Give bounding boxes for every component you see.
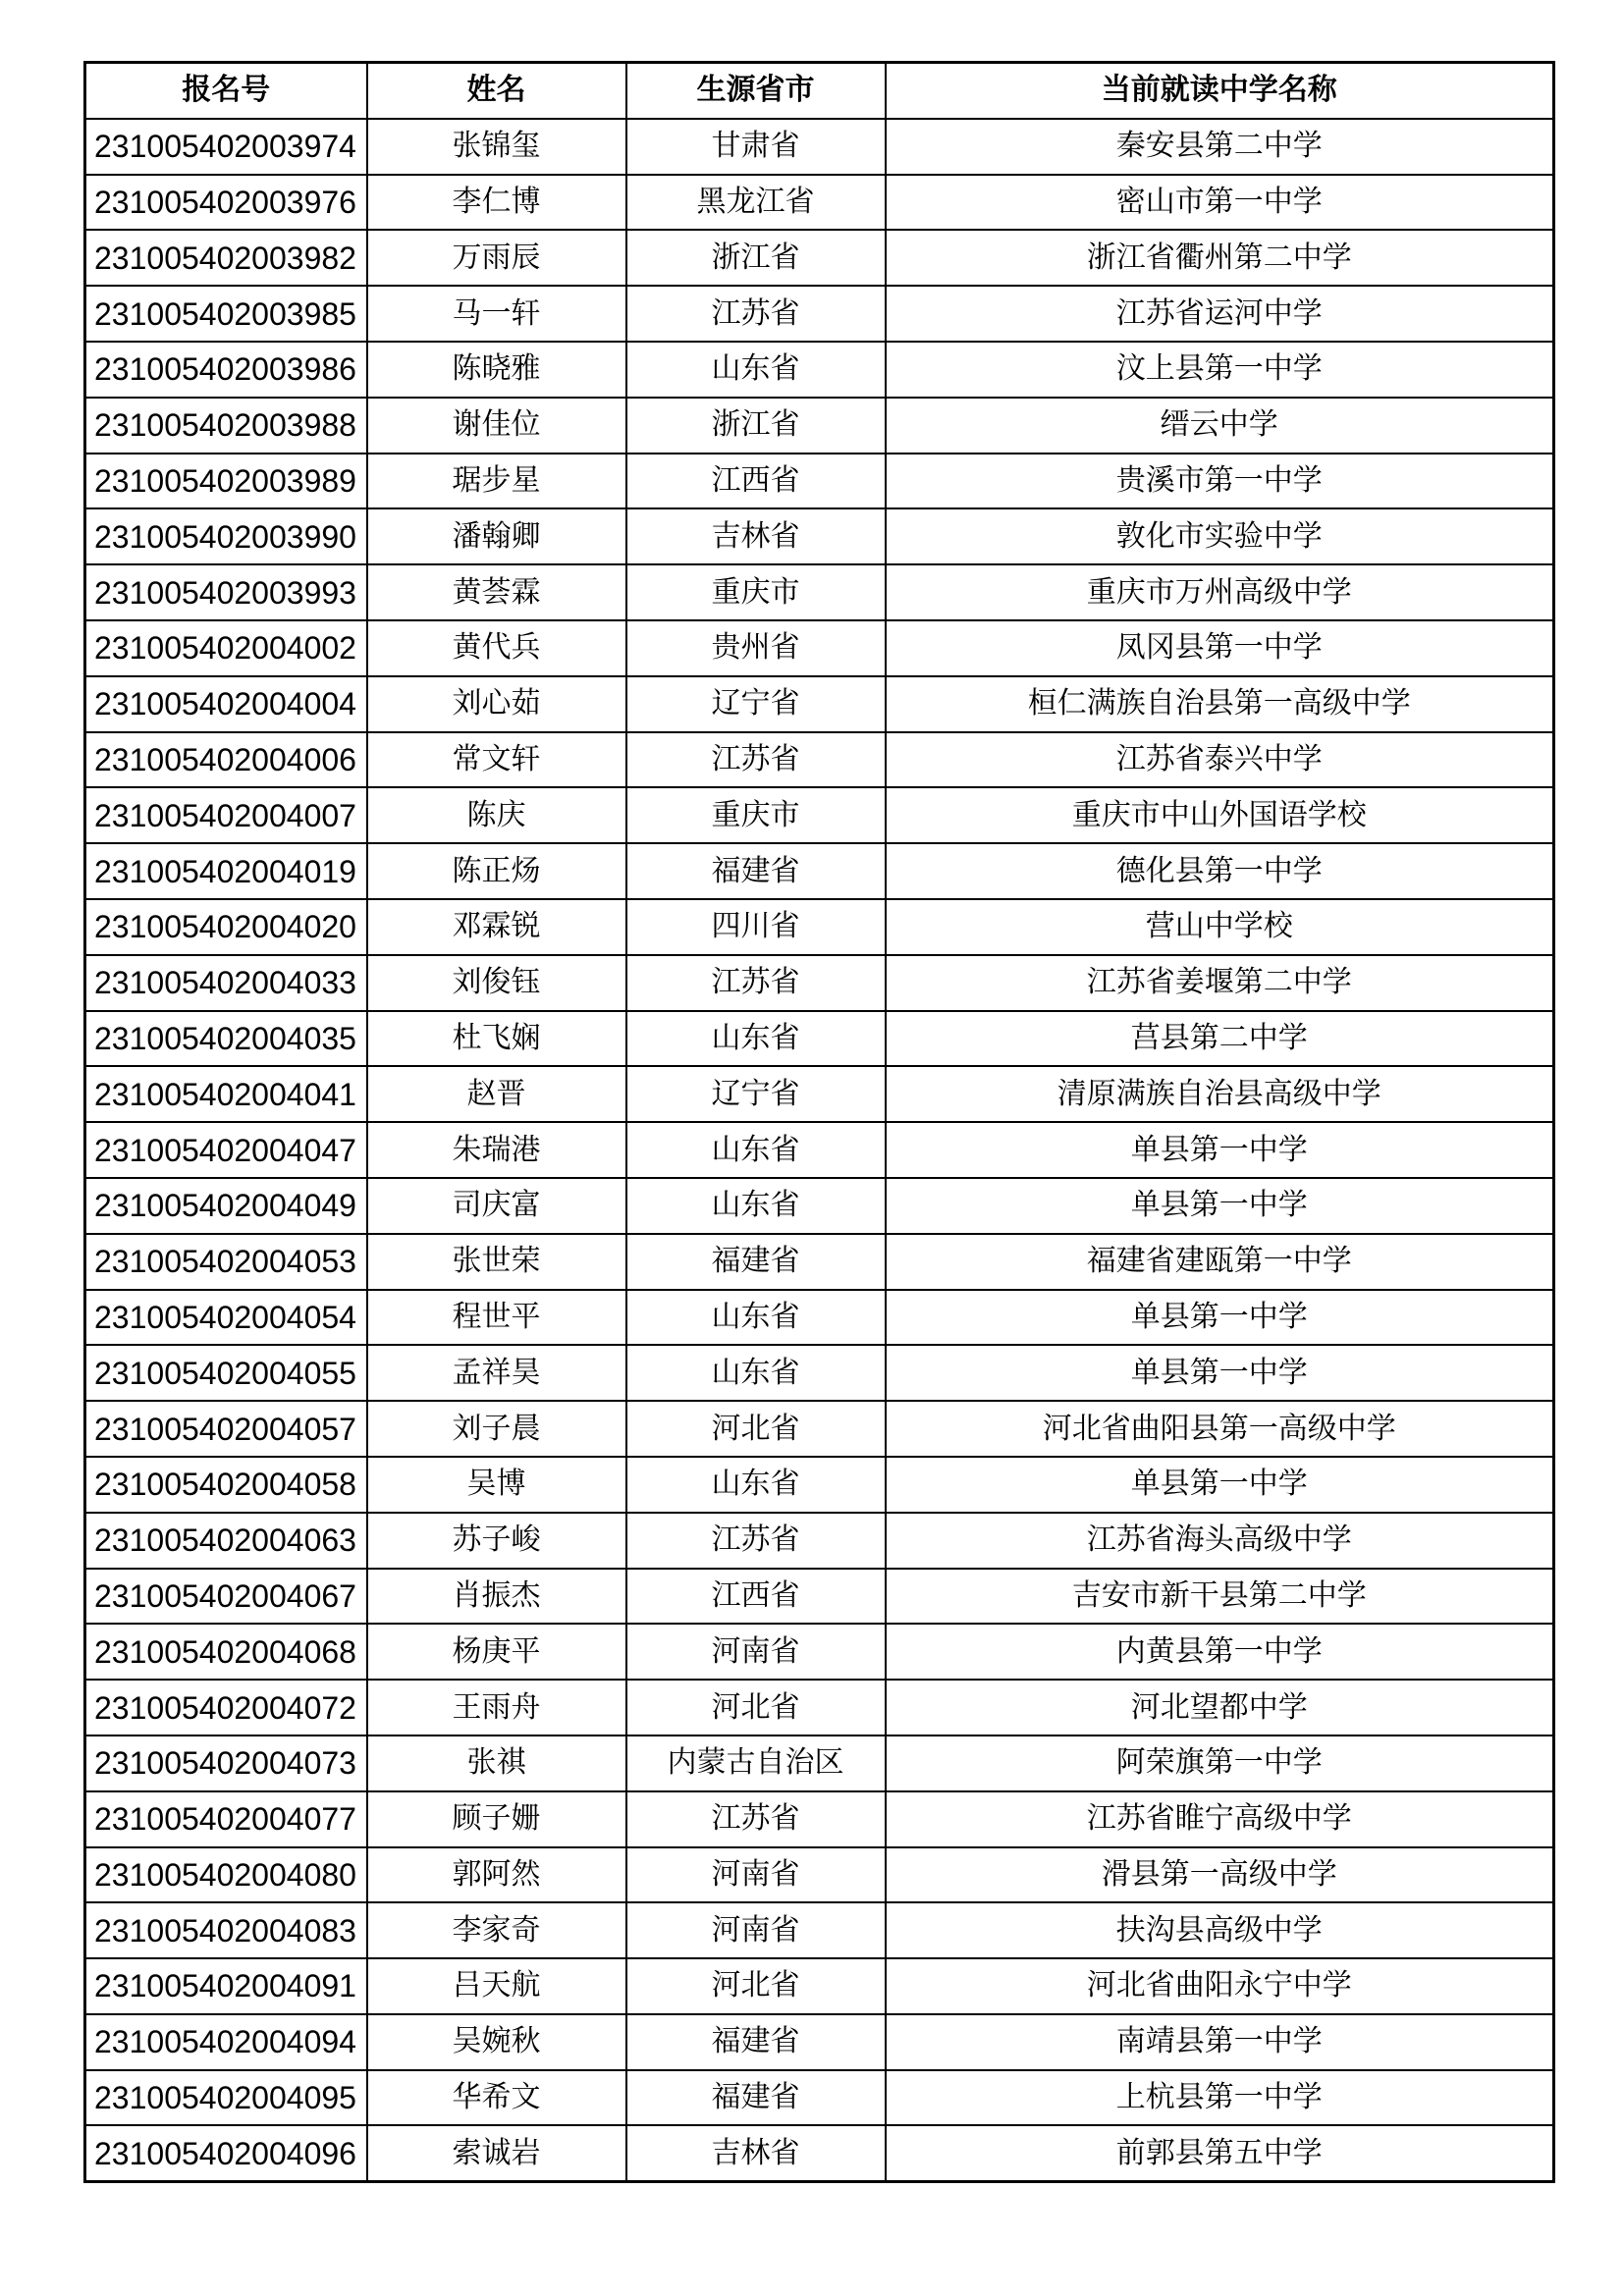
name-cell: 顾子姗 (367, 1791, 626, 1847)
school-cell: 莒县第二中学 (886, 1011, 1554, 1067)
name-cell: 刘俊钰 (367, 955, 626, 1011)
table-row (85, 564, 1554, 620)
school-cell: 单县第一中学 (886, 1290, 1554, 1346)
name-cell: 李家奇 (367, 1902, 626, 1958)
name-cell: 潘翰卿 (367, 508, 626, 564)
table-row (85, 1290, 1554, 1346)
school-cell: 营山中学校 (886, 899, 1554, 955)
name-cell: 程世平 (367, 1290, 626, 1346)
name-cell: 陈正炀 (367, 843, 626, 899)
province-cell: 河南省 (626, 1624, 886, 1680)
province-cell: 江苏省 (626, 955, 886, 1011)
table-row (85, 1122, 1554, 1178)
registration-number-cell: 231005402004068 (85, 1624, 367, 1680)
table-row (85, 175, 1554, 231)
table-row (85, 1457, 1554, 1513)
table-row (85, 1791, 1554, 1847)
school-cell: 江苏省海头高级中学 (886, 1513, 1554, 1569)
table-row (85, 1958, 1554, 2014)
school-cell: 江苏省运河中学 (886, 286, 1554, 342)
province-cell: 山东省 (626, 1457, 886, 1513)
province-cell: 四川省 (626, 899, 886, 955)
province-cell: 山东省 (626, 342, 886, 398)
table-row (85, 955, 1554, 1011)
table-row (85, 1624, 1554, 1680)
school-cell: 吉安市新干县第二中学 (886, 1569, 1554, 1625)
table-row (85, 899, 1554, 955)
registration-number-cell: 231005402004057 (85, 1401, 367, 1457)
name-cell: 陈庆 (367, 787, 626, 843)
table-row (85, 2070, 1554, 2126)
registration-number-cell: 231005402004091 (85, 1958, 367, 2014)
registration-number-cell: 231005402004072 (85, 1680, 367, 1735)
school-cell: 阿荣旗第一中学 (886, 1735, 1554, 1791)
school-cell: 凤冈县第一中学 (886, 620, 1554, 676)
province-cell: 吉林省 (626, 508, 886, 564)
province-cell: 山东省 (626, 1290, 886, 1346)
registration-number-cell: 231005402003974 (85, 119, 367, 175)
province-cell: 吉林省 (626, 2125, 886, 2181)
province-cell: 黑龙江省 (626, 175, 886, 231)
table-row (85, 1178, 1554, 1234)
registration-number-cell: 231005402004054 (85, 1290, 367, 1346)
registration-number-cell: 231005402004055 (85, 1345, 367, 1401)
table-row (85, 787, 1554, 843)
name-cell: 刘子晨 (367, 1401, 626, 1457)
name-cell: 赵晋 (367, 1066, 626, 1122)
province-cell: 辽宁省 (626, 676, 886, 732)
header-row (85, 63, 1554, 119)
name-cell: 常文轩 (367, 732, 626, 788)
name-cell: 孟祥昊 (367, 1345, 626, 1401)
table-row (85, 1902, 1554, 1958)
school-cell: 江苏省姜堰第二中学 (886, 955, 1554, 1011)
province-cell: 江西省 (626, 454, 886, 509)
name-cell: 吴博 (367, 1457, 626, 1513)
province-cell: 福建省 (626, 1234, 886, 1290)
province-cell: 河南省 (626, 1902, 886, 1958)
registration-number-cell: 231005402004067 (85, 1569, 367, 1625)
table-row (85, 676, 1554, 732)
name-cell: 吴婉秋 (367, 2014, 626, 2070)
registration-number-cell: 231005402004058 (85, 1457, 367, 1513)
table-row (85, 2014, 1554, 2070)
province-cell: 重庆市 (626, 564, 886, 620)
registration-number-cell: 231005402004007 (85, 787, 367, 843)
registration-number-cell: 231005402004094 (85, 2014, 367, 2070)
province-cell: 山东省 (626, 1011, 886, 1067)
table-row (85, 119, 1554, 175)
registration-number-cell: 231005402003990 (85, 508, 367, 564)
table-row (85, 286, 1554, 342)
table-row (85, 1735, 1554, 1791)
registration-number-cell: 231005402003988 (85, 398, 367, 454)
name-cell: 琚步星 (367, 454, 626, 509)
school-cell: 重庆市中山外国语学校 (886, 787, 1554, 843)
school-cell: 前郭县第五中学 (886, 2125, 1554, 2181)
province-cell: 福建省 (626, 2070, 886, 2126)
school-cell: 桓仁满族自治县第一高级中学 (886, 676, 1554, 732)
province-cell: 山东省 (626, 1122, 886, 1178)
table-row (85, 398, 1554, 454)
registration-number-cell: 231005402004033 (85, 955, 367, 1011)
registration-number-cell: 231005402004080 (85, 1847, 367, 1903)
province-cell: 江西省 (626, 1569, 886, 1625)
school-cell: 江苏省睢宁高级中学 (886, 1791, 1554, 1847)
header-registration-number: 报名号 (85, 63, 367, 119)
province-cell: 内蒙古自治区 (626, 1735, 886, 1791)
school-cell: 秦安县第二中学 (886, 119, 1554, 175)
registration-number-cell: 231005402004006 (85, 732, 367, 788)
name-cell: 朱瑞港 (367, 1122, 626, 1178)
registration-number-cell: 231005402004002 (85, 620, 367, 676)
table-row (85, 508, 1554, 564)
name-cell: 黄荟霖 (367, 564, 626, 620)
table-row (85, 620, 1554, 676)
registration-number-cell: 231005402004073 (85, 1735, 367, 1791)
registration-number-cell: 231005402004096 (85, 2125, 367, 2181)
school-cell: 滑县第一高级中学 (886, 1847, 1554, 1903)
name-cell: 司庆富 (367, 1178, 626, 1234)
province-cell: 河北省 (626, 1680, 886, 1735)
name-cell: 索诚岩 (367, 2125, 626, 2181)
registration-number-cell: 231005402004035 (85, 1011, 367, 1067)
registration-number-cell: 231005402003993 (85, 564, 367, 620)
school-cell: 上杭县第一中学 (886, 2070, 1554, 2126)
name-cell: 吕天航 (367, 1958, 626, 2014)
table-row (85, 1345, 1554, 1401)
registration-number-cell: 231005402004020 (85, 899, 367, 955)
province-cell: 浙江省 (626, 398, 886, 454)
name-cell: 邓霖锐 (367, 899, 626, 955)
registration-number-cell: 231005402004077 (85, 1791, 367, 1847)
school-cell: 浙江省衢州第二中学 (886, 230, 1554, 286)
table-row (85, 1234, 1554, 1290)
province-cell: 江苏省 (626, 732, 886, 788)
province-cell: 甘肃省 (626, 119, 886, 175)
province-cell: 贵州省 (626, 620, 886, 676)
name-cell: 马一轩 (367, 286, 626, 342)
table-header (85, 63, 1554, 119)
school-cell: 河北省曲阳县第一高级中学 (886, 1401, 1554, 1457)
province-cell: 辽宁省 (626, 1066, 886, 1122)
registration-number-cell: 231005402003986 (85, 342, 367, 398)
school-cell: 内黄县第一中学 (886, 1624, 1554, 1680)
name-cell: 杨庚平 (367, 1624, 626, 1680)
province-cell: 江苏省 (626, 1513, 886, 1569)
school-cell: 密山市第一中学 (886, 175, 1554, 231)
header-school: 当前就读中学名称 (886, 63, 1554, 119)
name-cell: 谢佳位 (367, 398, 626, 454)
registration-number-cell: 231005402004095 (85, 2070, 367, 2126)
name-cell: 黄代兵 (367, 620, 626, 676)
table-row (85, 843, 1554, 899)
school-cell: 福建省建瓯第一中学 (886, 1234, 1554, 1290)
name-cell: 张世荣 (367, 1234, 626, 1290)
table-row (85, 2125, 1554, 2181)
province-cell: 河南省 (626, 1847, 886, 1903)
registration-number-cell: 231005402004004 (85, 676, 367, 732)
province-cell: 浙江省 (626, 230, 886, 286)
registration-number-cell: 231005402003982 (85, 230, 367, 286)
name-cell: 郭阿然 (367, 1847, 626, 1903)
header-province: 生源省市 (626, 63, 886, 119)
school-cell: 敦化市实验中学 (886, 508, 1554, 564)
province-cell: 江苏省 (626, 286, 886, 342)
name-cell: 华希文 (367, 2070, 626, 2126)
registration-number-cell: 231005402004053 (85, 1234, 367, 1290)
registration-number-cell: 231005402004049 (85, 1178, 367, 1234)
province-cell: 山东省 (626, 1345, 886, 1401)
province-cell: 江苏省 (626, 1791, 886, 1847)
province-cell: 重庆市 (626, 787, 886, 843)
name-cell: 王雨舟 (367, 1680, 626, 1735)
province-cell: 河北省 (626, 1958, 886, 2014)
table-row (85, 454, 1554, 509)
table-row (85, 230, 1554, 286)
table-row (85, 1066, 1554, 1122)
name-cell: 万雨辰 (367, 230, 626, 286)
registration-number-cell: 231005402004047 (85, 1122, 367, 1178)
table-body (85, 119, 1554, 2182)
name-cell: 肖振杰 (367, 1569, 626, 1625)
registration-number-cell: 231005402003976 (85, 175, 367, 231)
registration-number-cell: 231005402003985 (85, 286, 367, 342)
table-row (85, 1011, 1554, 1067)
registration-number-cell: 231005402003989 (85, 454, 367, 509)
province-cell: 山东省 (626, 1178, 886, 1234)
header-name: 姓名 (367, 63, 626, 119)
name-cell: 张祺 (367, 1735, 626, 1791)
school-cell: 缙云中学 (886, 398, 1554, 454)
table-row (85, 342, 1554, 398)
province-cell: 福建省 (626, 843, 886, 899)
name-cell: 刘心茹 (367, 676, 626, 732)
name-cell: 李仁博 (367, 175, 626, 231)
school-cell: 单县第一中学 (886, 1345, 1554, 1401)
table-row (85, 1680, 1554, 1735)
school-cell: 汶上县第一中学 (886, 342, 1554, 398)
school-cell: 江苏省泰兴中学 (886, 732, 1554, 788)
registration-number-cell: 231005402004063 (85, 1513, 367, 1569)
school-cell: 清原满族自治县高级中学 (886, 1066, 1554, 1122)
school-cell: 河北望都中学 (886, 1680, 1554, 1735)
registration-number-cell: 231005402004083 (85, 1902, 367, 1958)
school-cell: 河北省曲阳永宁中学 (886, 1958, 1554, 2014)
name-cell: 苏子峻 (367, 1513, 626, 1569)
name-cell: 陈晓雅 (367, 342, 626, 398)
school-cell: 南靖县第一中学 (886, 2014, 1554, 2070)
table-row (85, 1401, 1554, 1457)
province-cell: 福建省 (626, 2014, 886, 2070)
province-cell: 河北省 (626, 1401, 886, 1457)
school-cell: 贵溪市第一中学 (886, 454, 1554, 509)
name-cell: 张锦玺 (367, 119, 626, 175)
school-cell: 重庆市万州高级中学 (886, 564, 1554, 620)
school-cell: 单县第一中学 (886, 1457, 1554, 1513)
school-cell: 扶沟县高级中学 (886, 1902, 1554, 1958)
table-row (85, 1513, 1554, 1569)
name-cell: 杜飞娴 (367, 1011, 626, 1067)
registration-number-cell: 231005402004041 (85, 1066, 367, 1122)
table-row (85, 1569, 1554, 1625)
school-cell: 德化县第一中学 (886, 843, 1554, 899)
admission-roster-table (83, 61, 1555, 2183)
school-cell: 单县第一中学 (886, 1178, 1554, 1234)
registration-number-cell: 231005402004019 (85, 843, 367, 899)
school-cell: 单县第一中学 (886, 1122, 1554, 1178)
table-row (85, 1847, 1554, 1903)
table-row (85, 732, 1554, 788)
